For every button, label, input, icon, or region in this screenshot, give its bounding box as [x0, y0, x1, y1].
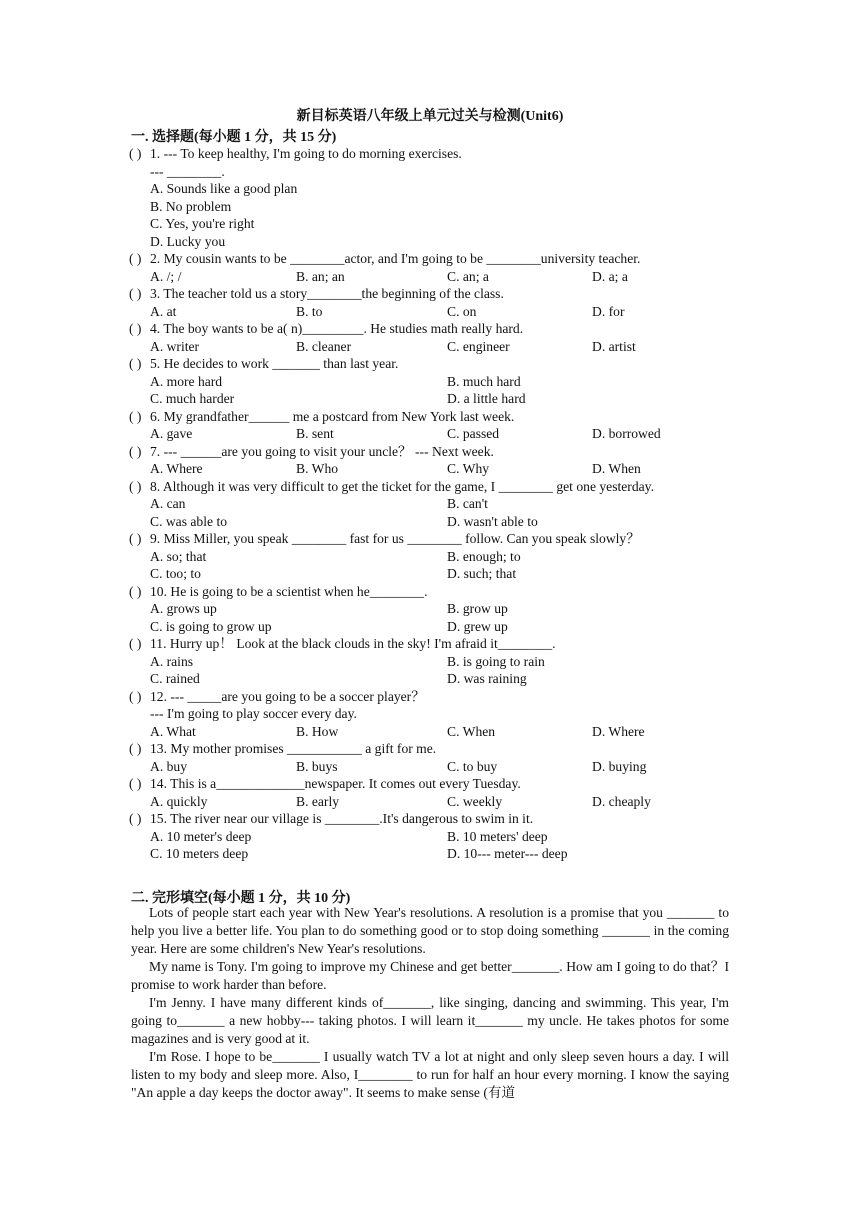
option-c[interactable]: C. engineer	[447, 338, 510, 354]
option-a[interactable]: A. at	[150, 303, 177, 319]
option-a[interactable]: A. writer	[150, 338, 200, 354]
options-row	[129, 495, 749, 513]
page-title: 新目标英语八年级上单元过关与检测(Unit6)	[296, 109, 564, 124]
answer-bracket[interactable]: ( )	[129, 146, 142, 161]
question-3	[129, 285, 749, 320]
answer-bracket[interactable]: ( )	[129, 531, 142, 546]
question-line	[129, 145, 749, 163]
question-text: 6. My grandfather______ me a postcard from New York last week.	[150, 408, 515, 424]
option-a[interactable]: A. /; /	[150, 268, 182, 284]
option-c[interactable]: C. weekly	[447, 793, 503, 809]
option-b[interactable]: B. much hard	[447, 373, 521, 389]
option-b[interactable]: B. is going to rain	[447, 653, 545, 669]
question-5	[129, 355, 749, 408]
option-a[interactable]: A. grows up	[150, 601, 217, 616]
option-d[interactable]: D. cheaply	[592, 793, 651, 809]
option-d[interactable]: D. Where	[592, 723, 645, 739]
option-d[interactable]: D. 10--- meter--- deep	[447, 846, 568, 861]
cloze-paragraph: I'm Rose. I hope to be_______ I usually watch TV a lot at night and only sleep seven hours a day. I will listen to my body and sleep more. Also, I________ to run for half an hour every morning. I know the saying "An apple a day keeps the doctor away". It seems to make sense (有道	[131, 1049, 729, 1100]
option-b[interactable]: B. grow up	[447, 601, 508, 616]
question-4	[129, 320, 749, 355]
question-line	[129, 583, 749, 601]
cloze-passage	[131, 904, 729, 1102]
answer-bracket[interactable]: ( )	[129, 321, 142, 336]
option-a[interactable]: A. gave	[150, 426, 193, 441]
question-12	[129, 688, 749, 741]
question-text: 3. The teacher told us a story________the beginning of the class.	[150, 286, 504, 301]
option-d[interactable]: D. grew up	[447, 618, 508, 634]
question-6	[129, 408, 749, 443]
options-row	[129, 793, 749, 811]
options-row	[129, 268, 749, 286]
option-d[interactable]: D. borrowed	[592, 426, 661, 441]
section1-heading: 一. 选择题(每小题 1 分，共 15 分)	[131, 130, 337, 145]
option-d[interactable]: D. When	[592, 461, 641, 476]
question-13	[129, 740, 749, 775]
question-line	[129, 320, 749, 338]
options-row	[129, 390, 749, 408]
question-line	[129, 810, 749, 828]
question-text: 1. --- To keep healthy, I'm going to do morning exercises.	[150, 146, 462, 161]
option-c[interactable]: C. much harder	[150, 391, 235, 406]
question-text: 5. He decides to work _______ than last year.	[150, 356, 399, 371]
option-a[interactable]: A. Sounds like a good plan	[150, 181, 298, 196]
option-c[interactable]: C. an; a	[447, 268, 489, 284]
option-a[interactable]: A. can	[150, 496, 186, 511]
question-list	[129, 145, 749, 863]
option-b[interactable]: B. early	[296, 793, 340, 809]
question-2	[129, 250, 749, 285]
option-b[interactable]: B. Who	[296, 461, 339, 476]
question-line	[129, 688, 749, 706]
answer-bracket[interactable]: ( )	[129, 408, 142, 424]
options-row	[129, 198, 749, 216]
options-row	[129, 338, 749, 356]
options-row	[129, 758, 749, 776]
option-c[interactable]: C. Yes, you're right	[150, 216, 255, 231]
question-14	[129, 775, 749, 810]
option-b[interactable]: B. to	[296, 303, 323, 319]
option-a[interactable]: A. Where	[150, 461, 203, 476]
question-line	[129, 443, 749, 461]
answer-bracket[interactable]: ( )	[129, 583, 142, 599]
option-c[interactable]: C. is going to grow up	[150, 618, 272, 634]
options-row	[129, 565, 749, 583]
option-a[interactable]: A. rains	[150, 653, 194, 669]
question-extra-line: --- ________.	[150, 163, 225, 179]
answer-bracket[interactable]: ( )	[129, 688, 142, 704]
option-c[interactable]: C. too; to	[150, 566, 201, 581]
option-d[interactable]: D. a; a	[592, 268, 628, 284]
question-9	[129, 530, 749, 583]
question-line	[129, 285, 749, 303]
question-line	[129, 775, 749, 793]
option-d[interactable]: D. buying	[592, 758, 647, 774]
question-1	[129, 145, 749, 250]
option-d[interactable]: D. wasn't able to	[447, 513, 538, 529]
question-11	[129, 635, 749, 688]
options-row	[129, 215, 749, 233]
question-7	[129, 443, 749, 478]
answer-bracket[interactable]: ( )	[129, 356, 142, 371]
question-line	[129, 408, 749, 426]
question-text: 11. Hurry up！ Look at the black clouds in the sky! I'm afraid it________.	[150, 636, 556, 651]
option-b[interactable]: B. sent	[296, 426, 334, 441]
option-b[interactable]: B. 10 meters' deep	[447, 828, 548, 844]
options-row	[129, 460, 749, 478]
option-c[interactable]: C. on	[447, 303, 477, 319]
answer-bracket[interactable]: ( )	[129, 478, 142, 494]
options-row	[129, 425, 749, 443]
question-text: 4. The boy wants to be a( n)_________. He studies math really hard.	[150, 321, 524, 336]
question-text: 15. The river near our village is ________.It's dangerous to swim in it.	[150, 811, 534, 826]
option-d[interactable]: D. Lucky you	[150, 233, 226, 249]
answer-bracket[interactable]: ( )	[129, 636, 142, 651]
option-c[interactable]: C. When	[447, 723, 496, 739]
options-row	[129, 845, 749, 863]
question-8	[129, 478, 749, 531]
options-row	[129, 670, 749, 688]
options-row	[129, 373, 749, 391]
cloze-paragraph: My name is Tony. I'm going to improve my Chinese and get better_______. How am I going to do that？I promise to work harder than before.	[131, 959, 729, 992]
option-a[interactable]: A. buy	[150, 758, 188, 774]
section2-heading: 二. 完形填空(每小题 1 分，共 10 分)	[131, 891, 351, 906]
cloze-paragraph: Lots of people start each year with New Year's resolutions. A resolution is a promise that you _______ to help you live a better life. You plan to do something good or to stop doing something _______ in the coming year. Here are some children's New Year's resolutions.	[131, 905, 729, 956]
question-line	[129, 355, 749, 373]
answer-bracket[interactable]: ( )	[129, 776, 142, 791]
cloze-paragraph: I'm Jenny. I have many different kinds of_______, like singing, dancing and swimming. This year, I'm going to_______ a new hobby--- taking photos. I will learn it_______ my uncle. He takes photos for some magazines and is very good at it.	[131, 995, 729, 1046]
option-c[interactable]: C. to buy	[447, 758, 498, 774]
question-line	[129, 740, 749, 758]
answer-bracket[interactable]: ( )	[129, 251, 142, 266]
option-b[interactable]: B. How	[296, 723, 339, 739]
options-row	[129, 828, 749, 846]
options-row	[129, 233, 749, 251]
option-b[interactable]: B. buys	[296, 758, 338, 774]
option-a[interactable]: A. quickly	[150, 793, 208, 809]
option-d[interactable]: D. such; that	[447, 566, 517, 581]
option-b[interactable]: B. No problem	[150, 198, 232, 214]
option-a[interactable]: A. more hard	[150, 373, 223, 389]
option-d[interactable]: D. for	[592, 303, 625, 319]
question-text: 12. --- _____are you going to be a soccer player？	[150, 688, 425, 704]
option-c[interactable]: C. rained	[150, 671, 200, 686]
question-line	[129, 635, 749, 653]
answer-bracket[interactable]: ( )	[129, 741, 142, 756]
option-d[interactable]: D. a little hard	[447, 391, 526, 406]
option-d[interactable]: D. artist	[592, 338, 636, 354]
question-line	[129, 250, 749, 268]
question-text: 9. Miss Miller, you speak ________ fast for us ________ follow. Can you speak slowly？	[150, 531, 640, 546]
answer-bracket[interactable]: ( )	[129, 443, 142, 459]
option-b[interactable]: B. can't	[447, 496, 488, 511]
options-row	[129, 513, 749, 531]
question-15	[129, 810, 749, 863]
option-c[interactable]: C. 10 meters deep	[150, 846, 249, 861]
question-text: 2. My cousin wants to be ________actor, and I'm going to be ________university teacher.	[150, 251, 641, 266]
options-row	[129, 618, 749, 636]
answer-bracket[interactable]: ( )	[129, 286, 142, 301]
answer-bracket[interactable]: ( )	[129, 811, 142, 826]
option-b[interactable]: B. an; an	[296, 268, 345, 284]
question-text: 10. He is going to be a scientist when he________.	[150, 583, 428, 599]
option-a[interactable]: A. 10 meter's deep	[150, 828, 252, 844]
options-row	[129, 600, 749, 618]
option-a[interactable]: A. so; that	[150, 548, 207, 564]
options-row	[129, 180, 749, 198]
option-c[interactable]: C. Why	[447, 461, 490, 476]
question-text: 7. --- ______are you going to visit your uncle？ --- Next week.	[150, 443, 494, 459]
option-d[interactable]: D. was raining	[447, 671, 527, 686]
option-c[interactable]: C. passed	[447, 426, 500, 441]
question-text: 8. Although it was very difficult to get the ticket for the game, I ________ get one yesterday.	[150, 478, 654, 494]
option-a[interactable]: A. What	[150, 723, 196, 739]
option-c[interactable]: C. was able to	[150, 513, 228, 529]
options-row	[129, 653, 749, 671]
question-text: 13. My mother promises ___________ a gift for me.	[150, 741, 437, 756]
question-line	[129, 530, 749, 548]
options-row	[129, 548, 749, 566]
options-row	[129, 723, 749, 741]
option-b[interactable]: B. enough; to	[447, 548, 521, 564]
question-line	[129, 478, 749, 496]
question-text: 14. This is a_____________newspaper. It comes out every Tuesday.	[150, 776, 521, 791]
question-extra-line: --- I'm going to play soccer every day.	[150, 706, 357, 721]
option-b[interactable]: B. cleaner	[296, 338, 352, 354]
question-10	[129, 583, 749, 636]
options-row	[129, 303, 749, 321]
